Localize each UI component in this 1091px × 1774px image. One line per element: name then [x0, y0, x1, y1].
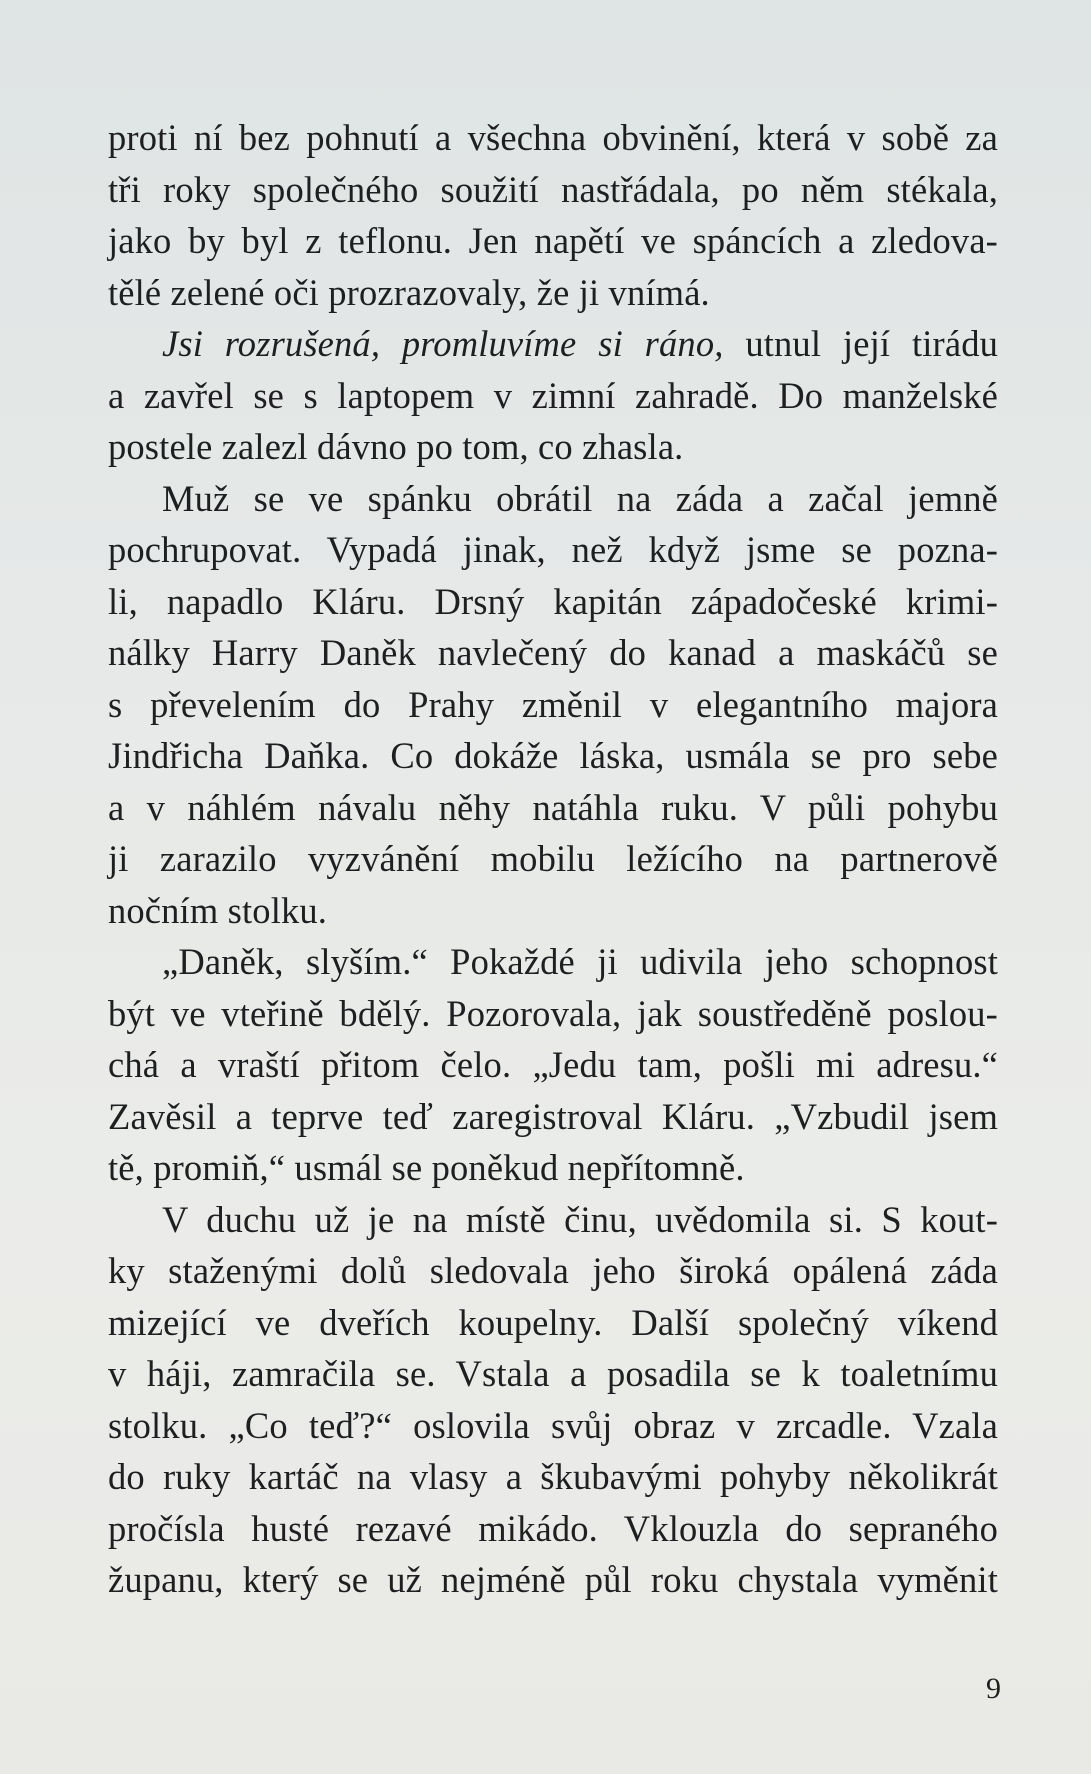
text-line: Muž se ve spánku obrátil na záda a začal jemně	[162, 477, 998, 519]
text-line: pochrupovat. Vypadá jinak, než když jsme se pozna-	[108, 529, 998, 570]
text-line	[108, 318, 998, 370]
text-line: v háji, zamračila se. Vstala a posadila se k toaletnímu	[108, 1353, 998, 1394]
text-fragment: utnul její tirádu	[723, 323, 998, 364]
text-line: chá a vraští přitom čelo. „Jedu tam, pošli mi adresu.“	[108, 1044, 998, 1085]
text-line: Zavěsil a teprve teď zaregistroval Kláru. „Vzbudil jsem	[108, 1095, 998, 1137]
text-line: tělé zelené oči prozrazovaly, že ji vnímá.	[108, 271, 710, 313]
text-line: do ruky kartáč na vlasy a škubavými pohyby několikrát	[108, 1456, 998, 1497]
body-text	[108, 112, 998, 1606]
text-line: ji zarazilo vyzvánění mobilu ležícího na partnerově	[108, 838, 998, 879]
text-line: pročísla husté rezavé mikádo. Vklouzla do sepraného	[108, 1507, 998, 1549]
text-line: být ve vteřině bdělý. Pozorovala, jak soustředěně poslou-	[108, 992, 998, 1034]
text-line: nálky Harry Daněk navlečený do kanad a maskáčů se	[108, 632, 998, 673]
text-line: stolku. „Co teď?“ oslovila svůj obraz v zrcadle. Vzala	[108, 1404, 998, 1446]
page-number: 9	[986, 1672, 1001, 1705]
italic-phrase: Jsi rozrušená, promluvíme si ráno,	[162, 323, 724, 364]
text-line: proti ní bez pohnutí a všechna obvinění, která v sobě za	[108, 117, 998, 158]
text-line: a zavřel se s laptopem v zimní zahradě. Do manželské	[108, 374, 998, 416]
text-line: nočním stolku.	[108, 889, 328, 931]
text-line: a v náhlém návalu něhy natáhla ruku. V půli pohybu	[108, 786, 998, 828]
text-line: V duchu už je na místě činu, uvědomila si. S kout-	[162, 1198, 998, 1240]
text-line: „Daněk, slyším.“ Pokaždé ji udivila jeho schopnost	[162, 941, 998, 982]
text-line: mizející ve dveřích koupelny. Další společný víkend	[108, 1301, 998, 1343]
text-line: ky staženými dolů sledovala jeho široká opálená záda	[108, 1250, 998, 1291]
text-line: županu, který se už nejméně půl roku chystala vyměnit	[108, 1559, 998, 1600]
text-line: jako by byl z teflonu. Jen napětí ve spáncích a zledova-	[108, 220, 998, 261]
text-line: li, napadlo Kláru. Drsný kapitán západočeské krimi-	[108, 580, 998, 622]
text-line: tě, promiň,“ usmál se poněkud nepřítomně.	[108, 1147, 745, 1188]
text-line: s převelením do Prahy změnil v elegantního majora	[108, 683, 998, 725]
text-line: postele zalezl dávno po tom, co zhasla.	[108, 426, 684, 467]
text-line: Jindřicha Daňka. Co dokáže láska, usmála se pro sebe	[108, 735, 998, 776]
text-line: tři roky společného soužití nastřádala, po něm stékala,	[108, 168, 998, 210]
